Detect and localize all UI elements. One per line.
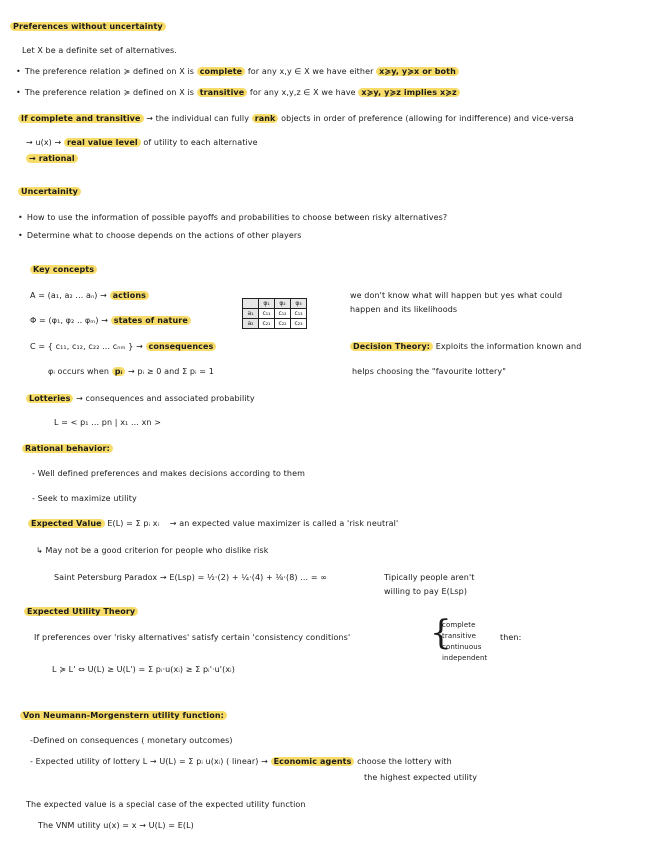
condition: complete: [442, 621, 476, 629]
section-title-uncertainty: Uncertainity: [18, 186, 81, 197]
table-cell: c₂₃: [291, 319, 307, 329]
expected-value-line: Expected Value E(L) = Σ pᵢ xᵢ → an expected value maximizer is called a 'risk neutral': [28, 518, 398, 529]
table-cell: c₁₃: [291, 309, 307, 319]
then-label: then:: [500, 633, 522, 642]
section-title-rational: Rational behavior:: [22, 443, 113, 454]
lottery-formula: L = < p₁ ... pn | x₁ ... xn >: [54, 418, 162, 427]
condition: transitive: [442, 632, 477, 640]
text-line: - Well defined preferences and makes decisions according to them: [32, 469, 306, 478]
text-line: A = (a₁, a₂ ... aₙ) → actions: [30, 290, 149, 301]
section-title-key-concepts: Key concepts: [30, 264, 97, 275]
table-cell: [243, 299, 259, 309]
consequences-table: [242, 298, 307, 329]
text-line: the highest expected utility: [364, 773, 478, 782]
table-cell: a₁: [243, 309, 259, 319]
vnm-line: - Expected utility of lottery L → U(L) = Σ pᵢ u(xᵢ) ( linear) → Economic agents choose the lottery with: [30, 757, 452, 766]
eut-formula: L ≽ L' ⇔ U(L) ≥ U(L') = Σ pᵢ·u(xᵢ) ≥ Σ pᵢ'·u'(xᵢ): [52, 665, 235, 674]
text-line: -Defined on consequences ( monetary outcomes): [30, 736, 233, 745]
table-cell: c₁₂: [275, 309, 291, 319]
text-line: → rational: [26, 153, 78, 164]
section-title-preferences: Preferences without uncertainty: [10, 21, 166, 32]
condition: continuous: [442, 643, 482, 651]
text-line: The expected value is a special case of the expected utility function: [26, 800, 306, 809]
saint-petersburg: Saint Petersburg Paradox → E(Lsp) = ½·(2) + ¼·(4) + ⅛·(8) ... = ∞: [54, 573, 328, 582]
text-line: ↳ May not be a good criterion for people who dislike risk: [36, 546, 269, 555]
note-line: helps choosing the "favourite lottery": [352, 367, 507, 376]
table-cell: c₁₁: [259, 309, 275, 319]
table-cell: c₂₂: [275, 319, 291, 329]
table-cell: a₂: [243, 319, 259, 329]
text-line: • The preference relation ≽ defined on X is transitive for any x,y,z ∈ X we have x≽y, y≽z implies x≽z: [16, 87, 460, 98]
text-line: Φ = (φ₁, φ₂ .. φₘ) → states of nature: [30, 315, 191, 326]
table-cell: c₂₁: [259, 319, 275, 329]
note-line: willing to pay E(Lsp): [384, 587, 468, 596]
section-title-vnm: Von Neumann-Morgenstern utility function:: [20, 710, 227, 721]
text-line: • Determine what to choose depends on the actions of other players: [18, 231, 302, 240]
note-line: we don't know what will happen but yes what could: [350, 291, 563, 300]
table-cell: φ₂: [275, 299, 291, 309]
text-line: The VNM utility u(x) = x → U(L) = E(L): [38, 821, 194, 830]
condition: independent: [442, 654, 488, 662]
note-line: Tipically people aren't: [384, 573, 475, 582]
text-line: • How to use the information of possible payoffs and probabilities to choose between risky alternatives?: [18, 213, 448, 222]
decision-theory: Decision Theory: Exploits the information known and: [350, 341, 581, 352]
lotteries-line: Lotteries → consequences and associated probability: [26, 393, 255, 404]
note-line: happen and its likelihoods: [350, 305, 458, 314]
text-line: C = { c₁₁, c₁₂, c₂₂ ... cₙₘ } → consequences: [30, 341, 216, 352]
brace: {: [430, 613, 452, 653]
text-line: → u(x) → real value level of utility to each alternative: [26, 138, 258, 147]
table-cell: φ₃: [291, 299, 307, 309]
text-line: Let X be a definite set of alternatives.: [22, 46, 177, 55]
section-title-eut: Expected Utility Theory: [24, 606, 138, 617]
text-line: • The preference relation ≽ defined on X is complete for any x,y ∈ X we have either x≽y, y≽x or both: [16, 66, 459, 77]
text-line: If complete and transitive → the individual can fully rank objects in order of preference (allowing for indifference) and vice-versa: [18, 113, 574, 124]
text-line: - Seek to maximize utility: [32, 494, 137, 503]
text-line: If preferences over 'risky alternatives' satisfy certain 'consistency conditions': [34, 633, 351, 642]
table-cell: φ₁: [259, 299, 275, 309]
text-line: φᵢ occurs when pᵢ → pᵢ ≥ 0 and Σ pᵢ = 1: [48, 367, 214, 376]
